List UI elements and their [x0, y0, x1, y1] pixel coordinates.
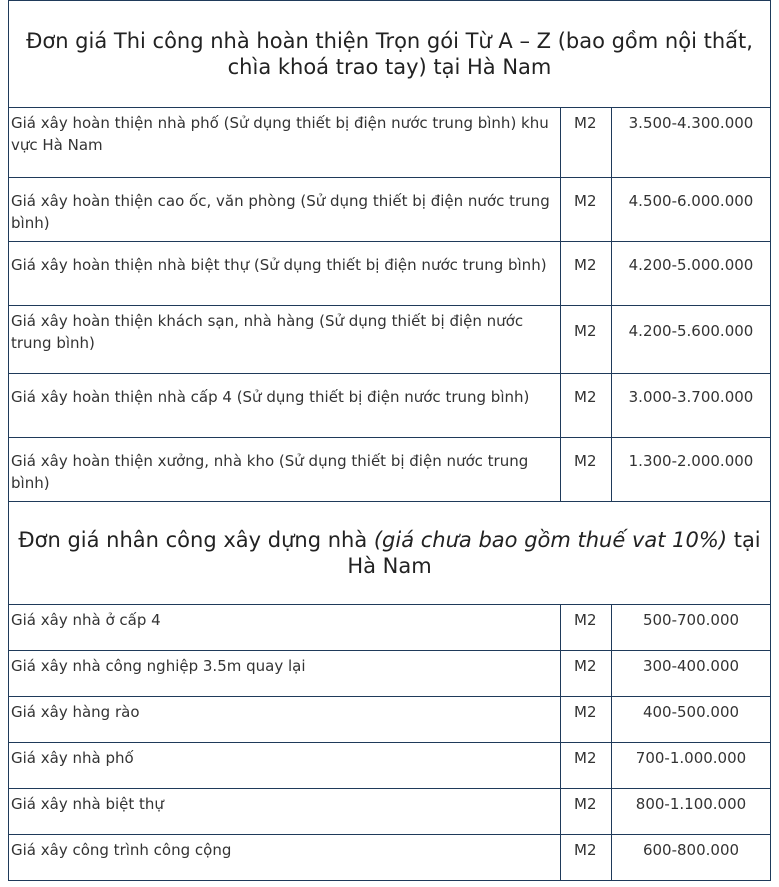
section2-header-row [9, 502, 771, 605]
table-row [9, 743, 771, 789]
item-unit: M2 [561, 789, 612, 835]
table-row [9, 605, 771, 651]
item-price: 4.200-5.600.000 [612, 306, 771, 374]
section2-title-suffix: tại Hà Nam [347, 528, 761, 578]
table-row [9, 438, 771, 502]
item-price: 800-1.100.000 [612, 789, 771, 835]
table-row [9, 651, 771, 697]
item-name: Giá xây hàng rào [9, 697, 561, 743]
item-name: Giá xây hoàn thiện nhà phố (Sử dụng thiết bị điện nước trung bình) khu vực Hà Nam [9, 108, 561, 178]
item-price: 3.000-3.700.000 [612, 374, 771, 438]
table-row [9, 789, 771, 835]
section2-title [9, 502, 771, 605]
item-unit: M2 [561, 438, 612, 502]
item-price: 1.300-2.000.000 [612, 438, 771, 502]
item-price: 4.200-5.000.000 [612, 242, 771, 306]
item-unit: M2 [561, 242, 612, 306]
item-unit: M2 [561, 605, 612, 651]
item-price: 4.500-6.000.000 [612, 178, 771, 242]
table-row [9, 108, 771, 178]
item-unit: M2 [561, 697, 612, 743]
item-unit: M2 [561, 651, 612, 697]
item-unit: M2 [561, 743, 612, 789]
item-name: Giá xây hoàn thiện khách sạn, nhà hàng (Sử dụng thiết bị điện nước trung bình) [9, 306, 561, 374]
section1-header-row [9, 1, 771, 108]
item-name: Giá xây hoàn thiện xưởng, nhà kho (Sử dụng thiết bị điện nước trung bình) [9, 438, 561, 502]
item-unit: M2 [561, 178, 612, 242]
table-row [9, 306, 771, 374]
item-name: Giá xây hoàn thiện nhà biệt thự (Sử dụng thiết bị điện nước trung bình) [9, 242, 561, 306]
item-name: Giá xây công trình công cộng [9, 835, 561, 881]
item-price: 3.500-4.300.000 [612, 108, 771, 178]
item-unit: M2 [561, 108, 612, 178]
item-name: Giá xây hoàn thiện cao ốc, văn phòng (Sử dụng thiết bị điện nước trung bình) [9, 178, 561, 242]
item-price: 600-800.000 [612, 835, 771, 881]
item-name: Giá xây nhà phố [9, 743, 561, 789]
table-row [9, 374, 771, 438]
table-row [9, 835, 771, 881]
item-price: 300-400.000 [612, 651, 771, 697]
item-unit: M2 [561, 374, 612, 438]
item-unit: M2 [561, 835, 612, 881]
table-row [9, 178, 771, 242]
price-table [8, 0, 771, 881]
item-price: 700-1.000.000 [612, 743, 771, 789]
item-unit: M2 [561, 306, 612, 374]
item-name: Giá xây hoàn thiện nhà cấp 4 (Sử dụng thiết bị điện nước trung bình) [9, 374, 561, 438]
item-price: 400-500.000 [612, 697, 771, 743]
item-name: Giá xây nhà công nghiệp 3.5m quay lại [9, 651, 561, 697]
item-name: Giá xây nhà ở cấp 4 [9, 605, 561, 651]
section2-title-italic: (giá chưa bao gồm thuế vat 10%) [373, 528, 728, 552]
item-name: Giá xây nhà biệt thự [9, 789, 561, 835]
section2-title-prefix: Đơn giá nhân công xây dựng nhà [18, 528, 374, 552]
section1-title: Đơn giá Thi công nhà hoàn thiện Trọn gói Từ A – Z (bao gồm nội thất, chìa khoá trao tay) tại Hà Nam [9, 1, 771, 108]
table-row [9, 242, 771, 306]
item-price: 500-700.000 [612, 605, 771, 651]
table-row [9, 697, 771, 743]
